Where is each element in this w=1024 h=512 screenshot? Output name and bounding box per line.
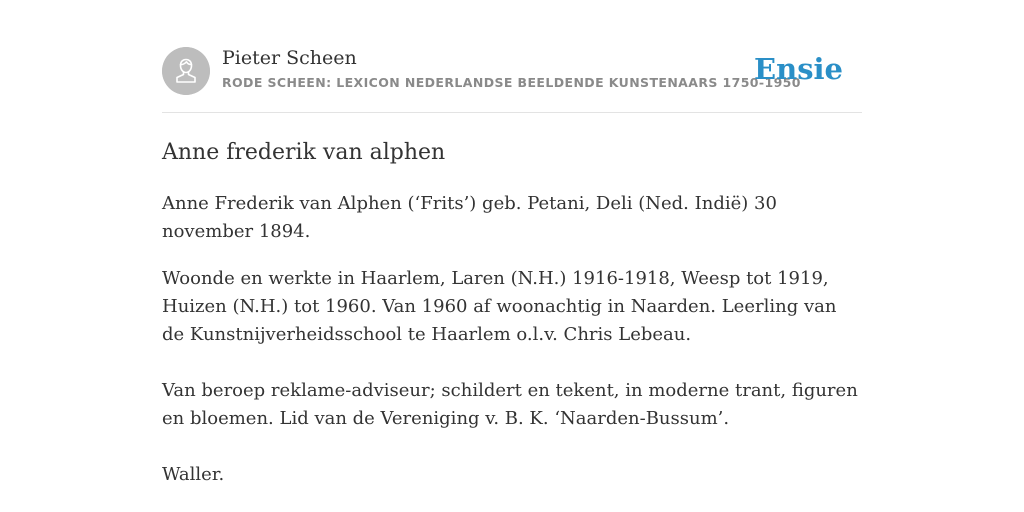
article-paragraph-residence: Woonde en werkte in Haarlem, Laren (N.H.) 1916-1918, Weesp tot 1919, Huizen (N.H.) tot 1960. Van 1960 af woonachtig in Naarden. Leerling van de Kunstnijverheidsschool te Haarlem o.l.v. Chris Lebeau. <box>162 268 837 345</box>
author-name[interactable]: Pieter Scheen <box>222 47 357 69</box>
article-title: Anne frederik van alphen <box>162 140 446 165</box>
article-paragraph-reference: Waller. <box>162 464 225 485</box>
user-silhouette-icon[interactable] <box>162 47 210 95</box>
brand-logo[interactable]: Ensie <box>754 52 843 86</box>
source-title[interactable]: RODE SCHEEN: LEXICON NEDERLANDSE BEELDENDE KUNSTENAARS 1750-1950 <box>222 75 801 90</box>
content-container <box>162 0 862 485</box>
article-header <box>162 0 862 113</box>
article-paragraph-birth: Anne Frederik van Alphen (‘Frits’) geb. Petani, Deli (Ned. Indië) 30 november 1894. <box>162 193 777 242</box>
article-paragraph-profession: Van beroep reklame-adviseur; schildert en tekent, in moderne trant, figuren en bloemen. Lid van de Vereniging v. B. K. ‘Naarden-Bussum’. <box>162 380 858 429</box>
